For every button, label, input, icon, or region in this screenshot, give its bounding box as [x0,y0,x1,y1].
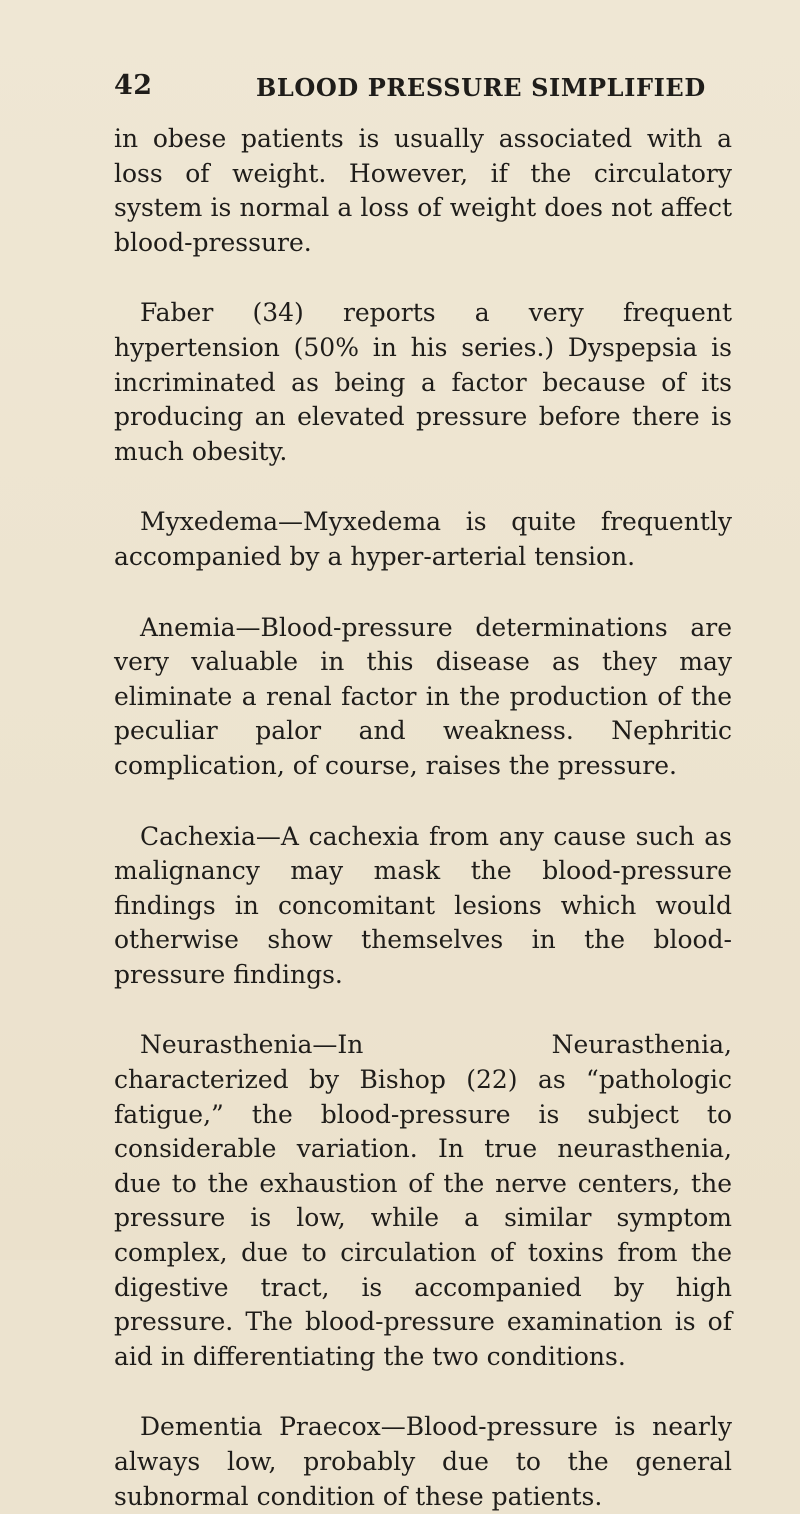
running-head [114,70,732,116]
running-title: BLOOD PRESSURE SIMPLIFIED [256,73,706,102]
paragraph-myxedema: Myxedema—Myxedema is quite frequently accompanied by a hyper-arterial tension. [114,507,732,571]
paragraph-faber: Faber (34) reports a very frequent hypertension (50% in his series.) Dyspepsia is incriminated as being a factor because of its producing an elevated pressure before there is much obesity. [114,298,732,466]
paragraph-continuation: in obese patients is usually associated with a loss of weight. However, if the circulatory system is normal a loss of weight does not affect blood-pressure. [114,124,732,257]
paragraph-dementia-praecox: Dementia Praecox—Blood-pressure is nearly always low, probably due to the general subnormal condition of these patients. [114,1412,732,1511]
paragraph-cachexia: Cachexia—A cachexia from any cause such as malignancy may mask the blood-pressure findings in concomitant lesions which would otherwise show themselves in the blood-pressure findings. [114,821,732,989]
page-number: 42 [114,70,153,101]
paragraph-neurasthenia: Neurasthenia—In Neurasthenia, characterized by Bishop (22) as “pathologic fatigue,” the blood-pressure is subject to considerable variation. In true neurasthenia, due to the exhaustion of the nerve centers, the pressure is low, while a similar symptom complex, due to circulation of toxins from the digestive tract, is accompanied by high pressure. The blood-pressure examination is of aid in differentiating the two conditions. [114,1030,732,1371]
paragraph-anemia: Anemia—Blood-pressure determinations are very valuable in this disease as they may eliminate a renal factor in the production of the peculiar palor and weakness. Nephritic complication, of course, raises the pressure. [114,612,732,780]
body-text [114,122,732,1514]
